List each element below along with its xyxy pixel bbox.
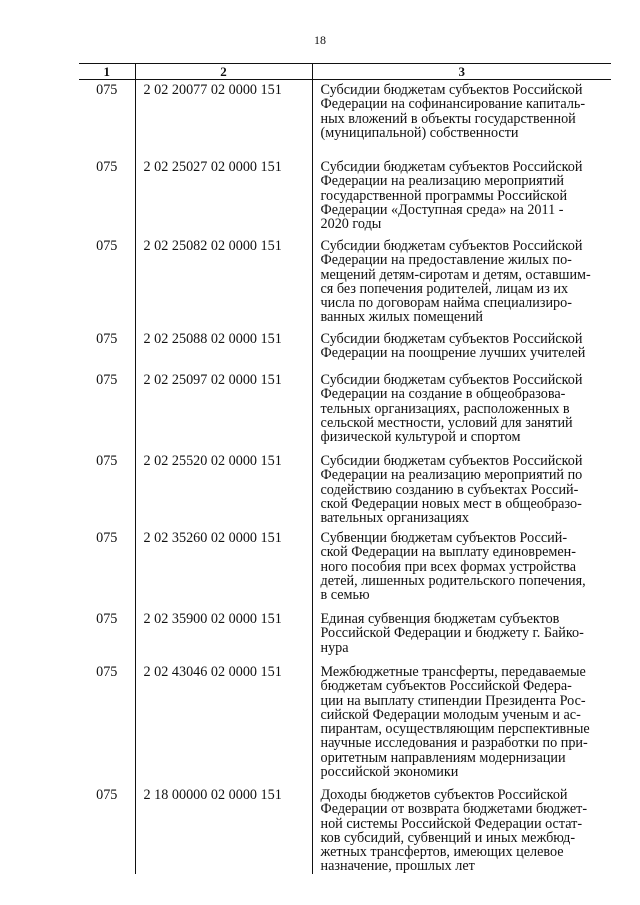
income-code-cell: 2 02 43046 02 0000 151 [135, 662, 312, 785]
table-row [79, 329, 611, 370]
description-line: ных вложений в объекты государственной [320, 110, 576, 127]
income-code-cell: 2 02 25027 02 0000 151 [135, 157, 312, 236]
description-line: физической культурой и спортом [320, 429, 521, 446]
description-line: (муниципальной) собственности [320, 124, 519, 141]
description-line: тельных организациях, расположенных в [320, 400, 570, 417]
description-cell [312, 785, 611, 874]
table-row [79, 370, 611, 451]
description-line: Федерации от возврата бюджетами бюджет- [320, 801, 588, 818]
description-line: Субвенции бюджетам субъектов Россий- [320, 530, 568, 546]
description-line: Федерации на реализацию мероприятий по [320, 467, 583, 484]
description-line: Субсидии бюджетам субъектов Российской [320, 372, 583, 388]
income-code-cell: 2 02 20077 02 0000 151 [135, 80, 312, 158]
description-line: ного пособия при всех формах устройства [320, 558, 577, 575]
description-line: российской экономики [320, 764, 459, 781]
description-cell [312, 370, 611, 451]
income-code-cell: 2 02 25082 02 0000 151 [135, 236, 312, 329]
table-row [79, 451, 611, 528]
table-row [79, 80, 611, 158]
description-line: ской Федерации на выплату единовремен- [320, 544, 576, 561]
page-number: 18 [314, 33, 326, 47]
description-line: Субсидии бюджетам субъектов Российской [320, 159, 583, 175]
income-code-cell: 2 02 35260 02 0000 151 [135, 528, 312, 609]
description-line: оритетным направлениям модернизации [320, 749, 566, 766]
income-code-cell: 2 02 25097 02 0000 151 [135, 370, 312, 451]
description-line: Межбюджетные трансферты, передаваемые [320, 664, 586, 680]
description-line: Российской Федерации и бюджету г. Байко- [320, 625, 584, 642]
description-line: 2020 годы [320, 216, 382, 233]
description-line: детей, лишенных родительского попечения, [320, 572, 586, 589]
description-line: ской Федерации новых мест в общеобразо- [320, 495, 582, 512]
description-line: вательных организациях [320, 510, 469, 527]
description-line: числа по договорам найма специализиро- [320, 295, 572, 312]
admin-code-cell: 075 [79, 451, 135, 528]
description-line: Федерации на предоставление жилых по- [320, 252, 572, 269]
description-line: назначение, прошлых лет [320, 858, 475, 875]
table-row [79, 662, 611, 785]
description-line: бюджетам субъектов Российской Федера- [320, 678, 572, 695]
admin-code-cell: 075 [79, 662, 135, 785]
income-code-cell: 2 02 25520 02 0000 151 [135, 451, 312, 528]
description-line: Федерации на софинансирование капиталь- [320, 96, 586, 113]
admin-code-cell: 075 [79, 609, 135, 662]
description-line: Федерации «Доступная среда» на 2011 - [320, 201, 564, 218]
description-cell [312, 609, 611, 662]
description-line: Федерации на реализацию мероприятий [320, 173, 565, 190]
description-line: Субсидии бюджетам субъектов Российской [320, 453, 583, 469]
table-header-row [79, 64, 611, 80]
description-cell [312, 528, 611, 609]
description-line: Единая субвенция бюджетам субъектов [320, 611, 560, 627]
description-line: ванных жилых помещений [320, 309, 484, 326]
admin-code-cell: 075 [79, 80, 135, 158]
admin-code-cell: 075 [79, 528, 135, 609]
table-row [79, 609, 611, 662]
column-header-3: 3 [312, 64, 611, 80]
admin-code-cell: 075 [79, 157, 135, 236]
description-cell [312, 157, 611, 236]
description-line: ной системы Российской Федерации остат- [320, 815, 583, 832]
table-row [79, 236, 611, 329]
admin-code-cell: 075 [79, 329, 135, 370]
description-line: сельской местности, условий для занятий [320, 414, 573, 431]
description-line: ся без попечения родителей, лицам из их [320, 280, 569, 297]
table-body [79, 80, 611, 874]
description-line: Субсидии бюджетам субъектов Российской [320, 331, 583, 347]
description-line: пирантам, осуществляющим перспективные [320, 721, 590, 738]
column-header-2: 2 [135, 64, 312, 80]
income-code-cell: 2 02 25088 02 0000 151 [135, 329, 312, 370]
description-line: Субсидии бюджетам субъектов Российской [320, 82, 583, 98]
table-row [79, 528, 611, 609]
description-line: научные исследования и разработки по при- [320, 735, 588, 752]
description-line: мещений детям-сиротам и детям, оставшим- [320, 266, 591, 283]
income-code-cell: 2 18 00000 02 0000 151 [135, 785, 312, 874]
description-cell [312, 236, 611, 329]
table-row [79, 157, 611, 236]
admin-code-cell: 075 [79, 236, 135, 329]
description-line: Федерации на создание в общеобразова- [320, 386, 566, 403]
description-cell [312, 451, 611, 528]
description-cell [312, 80, 611, 158]
admin-code-cell: 075 [79, 370, 135, 451]
admin-code-cell: 075 [79, 785, 135, 874]
table-row [79, 785, 611, 874]
description-line: Субсидии бюджетам субъектов Российской [320, 238, 583, 254]
description-line: содействию созданию в субъектах Россий- [320, 481, 579, 498]
description-line: сийской Федерации молодым ученым и ас- [320, 706, 581, 723]
description-line: ции на выплату стипендии Президента Рос- [320, 692, 586, 709]
budget-codes-table [79, 63, 611, 874]
description-line: в семью [320, 587, 370, 604]
description-line: нура [320, 639, 349, 656]
description-line: государственной программы Российской [320, 187, 568, 204]
description-line: ков субсидий, субвенций и иных межбюд- [320, 829, 576, 846]
description-cell [312, 662, 611, 785]
column-header-1: 1 [79, 64, 135, 80]
income-code-cell: 2 02 35900 02 0000 151 [135, 609, 312, 662]
description-line: Доходы бюджетов субъектов Российской [320, 787, 568, 803]
description-line: жетных трансфертов, имеющих целевое [320, 844, 564, 861]
description-line: Федерации на поощрение лучших учителей [320, 345, 586, 362]
description-cell [312, 329, 611, 370]
